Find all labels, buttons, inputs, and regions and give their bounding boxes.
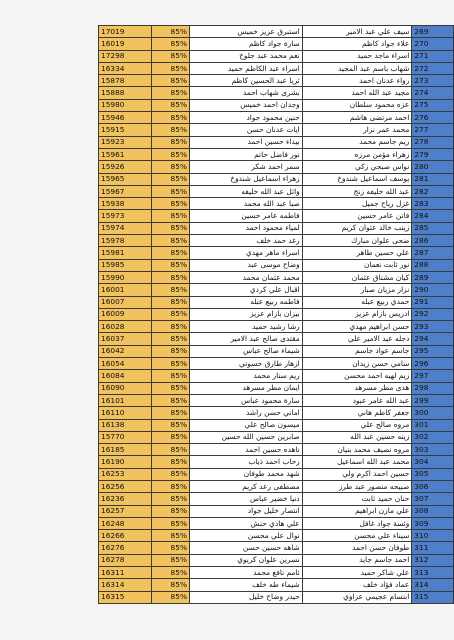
- second-name-cell: رغد حمد خلف: [189, 235, 302, 247]
- row-number-cell: 280: [412, 161, 454, 173]
- row-number-cell: 296: [412, 358, 454, 370]
- score-cell: 16042: [99, 345, 152, 357]
- table-row: [99, 468, 454, 480]
- second-name-cell: دنيا خضير عباس: [189, 493, 302, 505]
- table-row: [99, 567, 454, 579]
- table-row: [99, 161, 454, 173]
- score-cell: 16314: [99, 579, 152, 591]
- row-number-cell: 292: [412, 308, 454, 320]
- table-row: [99, 222, 454, 234]
- table-row: [99, 136, 454, 148]
- score-cell: 16315: [99, 591, 152, 603]
- row-number-cell: 290: [412, 284, 454, 296]
- score-cell: 16190: [99, 456, 152, 468]
- percentage-cell: 85%: [151, 99, 189, 111]
- first-name-cell: كيان مشتاق عثمان: [302, 271, 412, 283]
- row-number-cell: 287: [412, 247, 454, 259]
- row-number-cell: 278: [412, 136, 454, 148]
- percentage-cell: 85%: [151, 185, 189, 197]
- first-name-cell: فاتن عامر حسين: [302, 210, 412, 222]
- first-name-cell: زيم لهيه احمد محسن: [302, 370, 412, 382]
- row-number-cell: 303: [412, 444, 454, 456]
- score-cell: 16007: [99, 296, 152, 308]
- second-name-cell: فاطمه ربيع عبله: [189, 296, 302, 308]
- first-name-cell: حسن ابراهيم مهدي: [302, 321, 412, 333]
- second-name-cell: ثريا عبد الحسين كاظم: [189, 75, 302, 87]
- percentage-cell: 85%: [151, 26, 189, 38]
- table-row: [99, 382, 454, 394]
- table-row: [99, 456, 454, 468]
- score-cell: 15965: [99, 173, 152, 185]
- second-name-cell: مقتدى صالح عبد الامير: [189, 333, 302, 345]
- second-name-cell: شهد محمد طوفان: [189, 468, 302, 480]
- row-number-cell: 288: [412, 259, 454, 271]
- table-row: [99, 419, 454, 431]
- first-name-cell: احمد مرتضى هاشم: [302, 112, 412, 124]
- percentage-cell: 85%: [151, 542, 189, 554]
- first-name-cell: يوسف اسماعيل شندوخ: [302, 173, 412, 185]
- percentage-cell: 85%: [151, 517, 189, 529]
- row-number-cell: 269: [412, 26, 454, 38]
- first-name-cell: طوفان حسن احمد: [302, 542, 412, 554]
- row-number-cell: 315: [412, 591, 454, 603]
- first-name-cell: محمد عبد الله اسماعيل: [302, 456, 412, 468]
- first-name-cell: صبيحه منصور عبد طرز: [302, 480, 412, 492]
- table-row: [99, 210, 454, 222]
- score-cell: 16019: [99, 38, 152, 50]
- first-name-cell: نواس صبحي زكي: [302, 161, 412, 173]
- score-cell: 16084: [99, 370, 152, 382]
- score-cell: 16266: [99, 530, 152, 542]
- table-row: [99, 62, 454, 74]
- row-number-cell: 291: [412, 296, 454, 308]
- percentage-cell: 85%: [151, 321, 189, 333]
- table-row: [99, 444, 454, 456]
- second-name-cell: حيدر وضاح خليل: [189, 591, 302, 603]
- percentage-cell: 85%: [151, 431, 189, 443]
- score-cell: 16236: [99, 493, 152, 505]
- percentage-cell: 85%: [151, 62, 189, 74]
- percentage-cell: 85%: [151, 468, 189, 480]
- score-cell: 15978: [99, 235, 152, 247]
- second-name-cell: وضاح موسى عبد: [189, 259, 302, 271]
- percentage-cell: 85%: [151, 198, 189, 210]
- first-name-cell: عماد فؤاد خلف: [302, 579, 412, 591]
- second-name-cell: زهراء اسماعيل شندوخ: [189, 173, 302, 185]
- second-name-cell: سارة جواد كاظم: [189, 38, 302, 50]
- first-name-cell: جعفر كاظم هاني: [302, 407, 412, 419]
- score-cell: 15946: [99, 112, 152, 124]
- score-cell: 15961: [99, 148, 152, 160]
- row-number-cell: 310: [412, 530, 454, 542]
- score-cell: 17298: [99, 50, 152, 62]
- table-row: [99, 431, 454, 443]
- score-cell: 16009: [99, 308, 152, 320]
- score-cell: 16334: [99, 62, 152, 74]
- row-number-cell: 302: [412, 431, 454, 443]
- row-number-cell: 274: [412, 87, 454, 99]
- score-cell: 15967: [99, 185, 152, 197]
- second-name-cell: استبرق عزيز خميس: [189, 26, 302, 38]
- score-cell: 15878: [99, 75, 152, 87]
- second-name-cell: سارة محمود عباس: [189, 394, 302, 406]
- table-row: [99, 259, 454, 271]
- table-row: [99, 124, 454, 136]
- row-number-cell: 282: [412, 185, 454, 197]
- score-cell: 16054: [99, 358, 152, 370]
- table-row: [99, 493, 454, 505]
- percentage-cell: 85%: [151, 382, 189, 394]
- row-number-cell: 284: [412, 210, 454, 222]
- score-cell: 15980: [99, 99, 152, 111]
- score-cell: 16311: [99, 567, 152, 579]
- first-name-cell: ضحى علوان مبارك: [302, 235, 412, 247]
- percentage-cell: 85%: [151, 419, 189, 431]
- table-row: [99, 554, 454, 566]
- row-number-cell: 304: [412, 456, 454, 468]
- first-name-cell: نور ثابت نعمان: [302, 259, 412, 271]
- first-name-cell: مروه نصيف محمد بنيان: [302, 444, 412, 456]
- first-name-cell: شهاب باسم عبد المجيد: [302, 62, 412, 74]
- percentage-cell: 85%: [151, 456, 189, 468]
- percentage-cell: 85%: [151, 480, 189, 492]
- table-row: [99, 530, 454, 542]
- second-name-cell: نسرين علوان كريوي: [189, 554, 302, 566]
- second-name-cell: بيداء حسين احمد: [189, 136, 302, 148]
- row-number-cell: 281: [412, 173, 454, 185]
- score-cell: 16248: [99, 517, 152, 529]
- second-name-cell: ايمان مطر مسرهد: [189, 382, 302, 394]
- table-row: [99, 308, 454, 320]
- score-cell: 15973: [99, 210, 152, 222]
- second-name-cell: سمر احمد شكر: [189, 161, 302, 173]
- row-number-cell: 306: [412, 480, 454, 492]
- score-cell: 16090: [99, 382, 152, 394]
- second-name-cell: نور فاضل حاتم: [189, 148, 302, 160]
- table-row: [99, 185, 454, 197]
- first-name-cell: ادريس بازام عزيز: [302, 308, 412, 320]
- percentage-cell: 85%: [151, 284, 189, 296]
- score-cell: 15938: [99, 198, 152, 210]
- score-cell: 16253: [99, 468, 152, 480]
- percentage-cell: 85%: [151, 444, 189, 456]
- first-name-cell: مروه صالح علي: [302, 419, 412, 431]
- percentage-cell: 85%: [151, 112, 189, 124]
- row-number-cell: 293: [412, 321, 454, 333]
- first-name-cell: وئسة جواد غافل: [302, 517, 412, 529]
- percentage-cell: 85%: [151, 407, 189, 419]
- percentage-cell: 85%: [151, 50, 189, 62]
- percentage-cell: 85%: [151, 554, 189, 566]
- second-name-cell: نعم محمد عبد جلوخ: [189, 50, 302, 62]
- table-row: [99, 358, 454, 370]
- row-number-cell: 272: [412, 62, 454, 74]
- row-number-cell: 314: [412, 579, 454, 591]
- first-name-cell: زهراء مؤمن مرزه: [302, 148, 412, 160]
- row-number-cell: 289: [412, 271, 454, 283]
- first-name-cell: محمد عمر نزار: [302, 124, 412, 136]
- row-number-cell: 305: [412, 468, 454, 480]
- row-number-cell: 285: [412, 222, 454, 234]
- second-name-cell: اسراء عبد الكاظم حميد: [189, 62, 302, 74]
- score-cell: 15923: [99, 136, 152, 148]
- first-name-cell: حسين احمد اكرم ولي: [302, 468, 412, 480]
- score-cell: 16276: [99, 542, 152, 554]
- percentage-cell: 85%: [151, 148, 189, 160]
- first-name-cell: زينب خالد عثوان كريم: [302, 222, 412, 234]
- second-name-cell: شيماء صالح عباس: [189, 345, 302, 357]
- table-row: [99, 517, 454, 529]
- first-name-cell: عبد الله خليفه زنج: [302, 185, 412, 197]
- percentage-cell: 85%: [151, 296, 189, 308]
- second-name-cell: ناهده حسين احمد: [189, 444, 302, 456]
- row-number-cell: 307: [412, 493, 454, 505]
- percentage-cell: 85%: [151, 358, 189, 370]
- percentage-cell: 85%: [151, 308, 189, 320]
- row-number-cell: 298: [412, 382, 454, 394]
- percentage-cell: 85%: [151, 370, 189, 382]
- second-name-cell: لمياء محمود احمد: [189, 222, 302, 234]
- first-name-cell: عزه محمود سلطان: [302, 99, 412, 111]
- table-row: [99, 235, 454, 247]
- table-row: [99, 87, 454, 99]
- score-cell: 16037: [99, 333, 152, 345]
- row-number-cell: 311: [412, 542, 454, 554]
- first-name-cell: علاء جواد كاظم: [302, 38, 412, 50]
- percentage-cell: 85%: [151, 271, 189, 283]
- second-name-cell: بشرى شهاب احمد: [189, 87, 302, 99]
- score-cell: 16185: [99, 444, 152, 456]
- score-cell: 15985: [99, 259, 152, 271]
- percentage-cell: 85%: [151, 567, 189, 579]
- score-cell: 15990: [99, 271, 152, 283]
- second-name-cell: وائل عبد الله خليفه: [189, 185, 302, 197]
- second-name-cell: وجدان احمد خميس: [189, 99, 302, 111]
- percentage-cell: 85%: [151, 345, 189, 357]
- table-row: [99, 75, 454, 87]
- table-row: [99, 591, 454, 603]
- row-number-cell: 279: [412, 148, 454, 160]
- first-name-cell: مجيد عبد الله احمد: [302, 87, 412, 99]
- percentage-cell: 85%: [151, 173, 189, 185]
- first-name-cell: زينه حسين عبد الله: [302, 431, 412, 443]
- first-name-cell: نزار مزيان صبار: [302, 284, 412, 296]
- row-number-cell: 309: [412, 517, 454, 529]
- row-number-cell: 308: [412, 505, 454, 517]
- percentage-cell: 85%: [151, 591, 189, 603]
- second-name-cell: مصطفى رعد كريم: [189, 480, 302, 492]
- second-name-cell: نوال علي محسن: [189, 530, 302, 542]
- row-number-cell: 275: [412, 99, 454, 111]
- score-cell: 16256: [99, 480, 152, 492]
- percentage-cell: 85%: [151, 235, 189, 247]
- percentage-cell: 85%: [151, 505, 189, 517]
- table-row: [99, 296, 454, 308]
- table-row: [99, 345, 454, 357]
- score-cell: 15888: [99, 87, 152, 99]
- table-row: [99, 333, 454, 345]
- percentage-cell: 85%: [151, 75, 189, 87]
- score-cell: 16110: [99, 407, 152, 419]
- percentage-cell: 85%: [151, 210, 189, 222]
- table-row: [99, 99, 454, 111]
- table-row: [99, 198, 454, 210]
- table-row: [99, 284, 454, 296]
- table-row: [99, 394, 454, 406]
- score-cell: 16278: [99, 554, 152, 566]
- table-row: [99, 26, 454, 38]
- score-cell: 16257: [99, 505, 152, 517]
- first-name-cell: عبد الله عامر عبود: [302, 394, 412, 406]
- percentage-cell: 85%: [151, 579, 189, 591]
- first-name-cell: رواء عدنان احمد: [302, 75, 412, 87]
- first-name-cell: سامي حسن زيدان: [302, 358, 412, 370]
- first-name-cell: غزل رياح جميل: [302, 198, 412, 210]
- table-row: [99, 271, 454, 283]
- first-name-cell: علي شاكر حميد: [302, 567, 412, 579]
- row-number-cell: 313: [412, 567, 454, 579]
- second-name-cell: محمد عثمان محمد: [189, 271, 302, 283]
- row-number-cell: 294: [412, 333, 454, 345]
- second-name-cell: حنين محمود جواد: [189, 112, 302, 124]
- row-number-cell: 270: [412, 38, 454, 50]
- second-name-cell: علي هادي حنش: [189, 517, 302, 529]
- second-name-cell: ثامم نافع محمد: [189, 567, 302, 579]
- first-name-cell: حنان حميد ثابت: [302, 493, 412, 505]
- second-name-cell: اسراء ماهر مهدي: [189, 247, 302, 259]
- table-row: [99, 407, 454, 419]
- percentage-cell: 85%: [151, 87, 189, 99]
- first-name-cell: احمد جاسم جايد: [302, 554, 412, 566]
- table-row: [99, 173, 454, 185]
- second-name-cell: اقبال علي كردي: [189, 284, 302, 296]
- row-number-cell: 295: [412, 345, 454, 357]
- table-row: [99, 112, 454, 124]
- percentage-cell: 85%: [151, 124, 189, 136]
- first-name-cell: هدى مطر مسرهد: [302, 382, 412, 394]
- second-name-cell: فاطمه عامر حسين: [189, 210, 302, 222]
- table-body: [99, 26, 454, 604]
- row-number-cell: 300: [412, 407, 454, 419]
- percentage-cell: 85%: [151, 259, 189, 271]
- score-cell: 16001: [99, 284, 152, 296]
- first-name-cell: سيف علي عبد الامير: [302, 26, 412, 38]
- table-row: [99, 321, 454, 333]
- first-name-cell: علي حسين طاهر: [302, 247, 412, 259]
- percentage-cell: 85%: [151, 38, 189, 50]
- score-cell: 15770: [99, 431, 152, 443]
- second-name-cell: شيماء طه خلف: [189, 579, 302, 591]
- table-row: [99, 542, 454, 554]
- percentage-cell: 85%: [151, 161, 189, 173]
- second-name-cell: اماني حسن راشد: [189, 407, 302, 419]
- score-cell: 16028: [99, 321, 152, 333]
- second-name-cell: ميسون صالح علي: [189, 419, 302, 431]
- table-row: [99, 50, 454, 62]
- first-name-cell: حمدي ربيع عبله: [302, 296, 412, 308]
- second-name-cell: ريم ستار محمد: [189, 370, 302, 382]
- first-name-cell: علي مازن ابراهيم: [302, 505, 412, 517]
- score-cell: 15926: [99, 161, 152, 173]
- row-number-cell: 277: [412, 124, 454, 136]
- percentage-cell: 85%: [151, 333, 189, 345]
- table-row: [99, 579, 454, 591]
- second-name-cell: صابرين حسين الله حسين: [189, 431, 302, 443]
- row-number-cell: 283: [412, 198, 454, 210]
- first-name-cell: جاسم عواد جاسم: [302, 345, 412, 357]
- results-table: [98, 25, 454, 604]
- row-number-cell: 297: [412, 370, 454, 382]
- row-number-cell: 301: [412, 419, 454, 431]
- second-name-cell: رشا رشيد حميد: [189, 321, 302, 333]
- score-cell: 15974: [99, 222, 152, 234]
- row-number-cell: 299: [412, 394, 454, 406]
- percentage-cell: 85%: [151, 222, 189, 234]
- row-number-cell: 273: [412, 75, 454, 87]
- second-name-cell: انتصار خليل جواد: [189, 505, 302, 517]
- percentage-cell: 85%: [151, 136, 189, 148]
- score-cell: 16101: [99, 394, 152, 406]
- percentage-cell: 85%: [151, 247, 189, 259]
- percentage-cell: 85%: [151, 530, 189, 542]
- table-row: [99, 247, 454, 259]
- second-name-cell: رحاب احمد ذياب: [189, 456, 302, 468]
- second-name-cell: شاهه حسين حسن: [189, 542, 302, 554]
- row-number-cell: 312: [412, 554, 454, 566]
- first-name-cell: ابتسام عجيمي عزاوي: [302, 591, 412, 603]
- percentage-cell: 85%: [151, 394, 189, 406]
- second-name-cell: صبا عبد الله محمد: [189, 198, 302, 210]
- row-number-cell: 276: [412, 112, 454, 124]
- table-row: [99, 505, 454, 517]
- second-name-cell: بيزان بازام عزيز: [189, 308, 302, 320]
- score-cell: 15981: [99, 247, 152, 259]
- first-name-cell: اسراء ماجد حميد: [302, 50, 412, 62]
- score-cell: 16138: [99, 419, 152, 431]
- table-row: [99, 148, 454, 160]
- score-cell: 17019: [99, 26, 152, 38]
- row-number-cell: 271: [412, 50, 454, 62]
- first-name-cell: دجله عبد الامير علي: [302, 333, 412, 345]
- second-name-cell: ايات عدنان حسن: [189, 124, 302, 136]
- second-name-cell: ازهار طارق حسوني: [189, 358, 302, 370]
- table-row: [99, 370, 454, 382]
- table-row: [99, 38, 454, 50]
- first-name-cell: سيناء علي محسن: [302, 530, 412, 542]
- row-number-cell: 286: [412, 235, 454, 247]
- first-name-cell: ريم جاسم محمد: [302, 136, 412, 148]
- score-cell: 15915: [99, 124, 152, 136]
- table-row: [99, 480, 454, 492]
- percentage-cell: 85%: [151, 493, 189, 505]
